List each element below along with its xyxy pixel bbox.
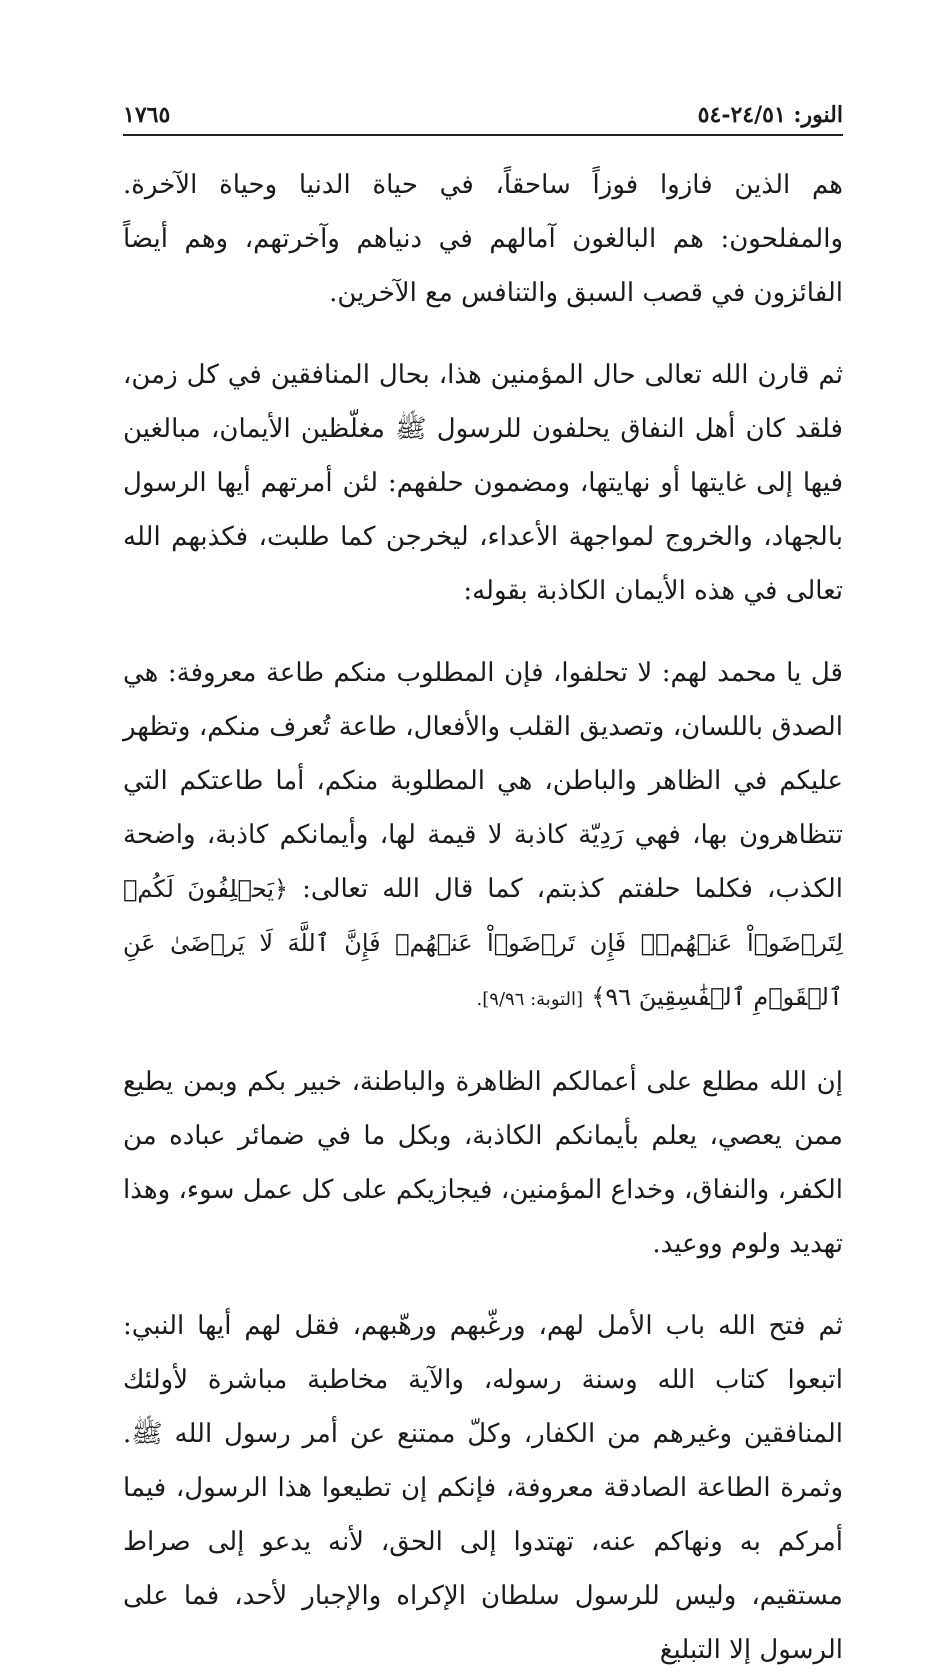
page-number: ١٧٦٥ (123, 102, 171, 128)
paragraph-2: ثم قارن الله تعالى حال المؤمنين هذا، بحال المنافقين في كل زمن، فلقد كان أهل النفاق يحلفون للرسول ﷺ مغلّظين الأيمان، مبالغين فيها إلى غايتها أو نهايتها، ومضمون حلفهم: لئن أمرتهم أيها الرسول بالجهاد، والخروج لمواجهة الأعداء، ليخرجن كما طلبت، فكذبهم الله تعالى في هذه الأيمان الكاذبة بقوله: (123, 360, 843, 606)
page-body (123, 158, 843, 1677)
paragraph-1: هم الذين فازوا فوزاً ساحقاً، في حياة الدنيا وحياة الآخرة. والمفلحون: هم البالغون آمالهم في دنياهم وآخرتهم، وهم أيضاً الفائزون في قصب السبق والتنافس مع الآخرين. (123, 170, 843, 308)
verse-reference: [التوبة: ٩/٩٦]. (476, 989, 584, 1010)
paragraph-4: إن الله مطلع على أعمالكم الظاهرة والباطنة، خبير بكم وبمن يطيع ممن يعصي، يعلم بأيمانكم الكاذبة، وبكل ما في ضمائر عباده من الكفر، والنفاق، وخداع المؤمنين، فيجازيكم على كل عمل سوء، وهذا تهديد ولوم ووعيد. (123, 1067, 843, 1259)
paragraph-3-text: قل يا محمد لهم: لا تحلفوا، فإن المطلوب منكم طاعة معروفة: هي الصدق باللسان، وتصديق القلب والأفعال، طاعة تُعرف منكم، وتظهر عليكم في الظاهر والباطن، هي المطلوبة منكم، أما طاعتكم التي تتظاهرون بها، فهي رَدِيّة كاذبة لا قيمة لها، وأيمانكم كاذبة، واضحة الكذب، فكلما حلفتم كذبتم، كما قال الله تعالى: (123, 658, 843, 904)
document-page (123, 96, 843, 1665)
quran-verse: ﴿يَحۡلِفُونَ لَكُمۡ لِتَرۡضَوۡاْ عَنۡهُمۡۖ فَإِن تَرۡضَوۡاْ عَنۡهُمۡ فَإِنَّ ٱللَّهَ لَا يَرۡضَىٰ عَنِ ٱلۡقَوۡمِ ٱلۡفَٰسِقِينَ ٩٦﴾ (123, 875, 843, 1011)
page-header (123, 96, 843, 136)
paragraph-3 (123, 646, 843, 1027)
paragraph-5: ثم فتح الله باب الأمل لهم، ورغّبهم ورهّبهم، فقل لهم أيها النبي: اتبعوا كتاب الله وسنة رسوله، والآية مخاطبة مباشرة لأولئك المنافقين وغيرهم من الكفار، وكلّ ممتنع عن أمر رسول الله ﷺ. وثمرة الطاعة الصادقة معروفة، فإنكم إن تطيعوا هذا الرسول، فيما أمركم به ونهاكم عنه، تهتدوا إلى الحق، لأنه يدعو إلى صراط مستقيم، وليس للرسول سلطان الإكراه والإجبار لأحد، فما على الرسول إلا التبليغ (123, 1311, 843, 1665)
running-title: النور: ٢٤/٥١-٥٤ (697, 102, 843, 128)
